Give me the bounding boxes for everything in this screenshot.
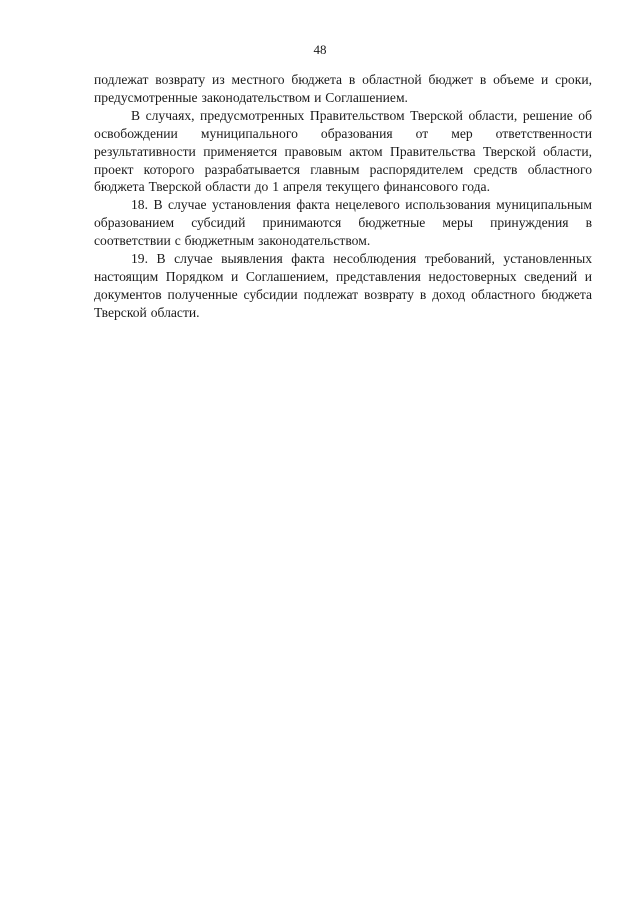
- paragraph-item-19: 19. В случае выявления факта несоблюдения требований, установленных настоящим Порядком и Соглашением, представления недостоверных сведений и документов полученные субсидии подлежат возврату в доход областного бюджета Тверской области.: [94, 251, 592, 320]
- page-number: 48: [313, 42, 327, 57]
- paragraph-exemption: В случаях, предусмотренных Правительством Тверской области, решение об освобождении муниципального образования от мер ответственности результативности применяется правовым актом Правительства Тверской области, проект которого разрабатывается главным распорядителем средств областного бюджета Тверской области до 1 апреля текущего финансового года.: [94, 107, 592, 195]
- paragraph-item-18: 18. В случае установления факта нецелевого использования муниципальным образованием субсидий принимаются бюджетные меры принуждения в соответствии с бюджетным законодательством.: [94, 197, 592, 249]
- document-body: [94, 71, 592, 322]
- paragraph-continuation: подлежат возврату из местного бюджета в областной бюджет в объеме и сроки, предусмотренные законодательством и Соглашением.: [94, 72, 592, 105]
